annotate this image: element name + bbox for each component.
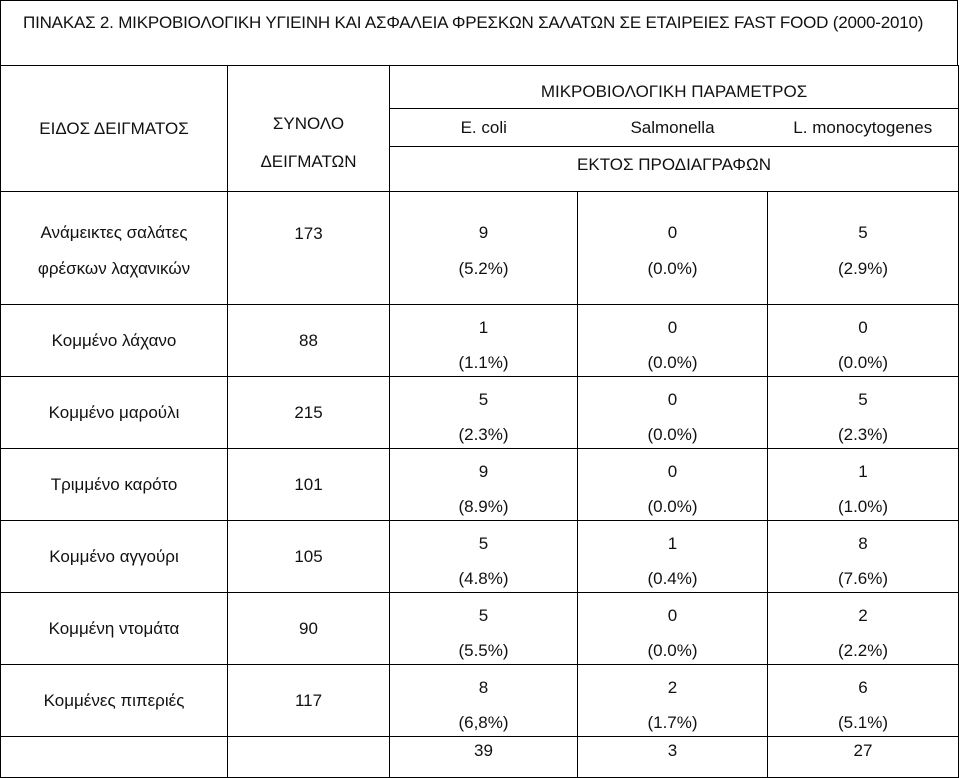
header-listeria-label: L. monocytogenes — [793, 117, 933, 137]
header-listeria — [768, 109, 959, 147]
sample-name-cell — [1, 305, 228, 377]
sample-name: Κομμένη ντομάτα — [48, 618, 180, 638]
listeria-count: 1 — [858, 462, 868, 481]
header-out-of-spec — [390, 147, 959, 192]
salmonella-pct: (0.0%) — [647, 497, 698, 516]
header-ecoli — [390, 109, 578, 147]
sample-name-line1: Ανάμεικτες σαλάτες — [40, 223, 188, 242]
table-row — [1, 192, 959, 305]
total-value: 101 — [294, 474, 323, 494]
table-row — [1, 665, 959, 737]
salmonella-pct: (0.0%) — [647, 425, 698, 444]
header-salmonella — [578, 109, 768, 147]
ecoli-cell — [390, 593, 578, 665]
sample-name-cell — [1, 192, 228, 305]
totals-salmonella-cell — [578, 737, 768, 778]
total-value: 173 — [294, 224, 323, 243]
ecoli-cell — [390, 521, 578, 593]
salmonella-pct: (1.7%) — [647, 713, 698, 732]
total-cell — [228, 593, 390, 665]
listeria-pct: (1.0%) — [837, 497, 889, 516]
ecoli-count: 5 — [478, 390, 489, 409]
salmonella-count: 2 — [667, 678, 678, 697]
listeria-pct: (7.6%) — [837, 569, 889, 588]
salmonella-count: 0 — [667, 462, 678, 481]
ecoli-cell — [390, 449, 578, 521]
listeria-count: 8 — [858, 534, 868, 553]
ecoli-pct: (8.9%) — [458, 497, 509, 516]
ecoli-count: 5 — [478, 534, 489, 553]
totals-listeria-cell — [768, 737, 959, 778]
listeria-pct: (2.2%) — [837, 641, 889, 660]
table-title: ΠΙΝΑΚΑΣ 2. ΜΙΚΡΟΒΙΟΛΟΓΙΚΗ ΥΓΙΕΙΝΗ ΚΑΙ ΑΣΦΑΛΕΙΑ ΦΡΕΣΚΩΝ ΣΑΛΑΤΩΝ ΣΕ ΕΤΑΙΡΕΙΕΣ FAST FOOD (2000-2010) — [23, 13, 924, 32]
header-parameter-group — [390, 66, 959, 109]
ecoli-pct: (5.5%) — [458, 641, 509, 660]
salmonella-count: 1 — [667, 534, 678, 553]
sample-name: Κομμένο μαρούλι — [48, 402, 180, 422]
header-total-line1: ΣΥΝΟΛΟ — [272, 114, 345, 133]
salmonella-cell — [578, 192, 768, 305]
salmonella-cell — [578, 305, 768, 377]
total-value: 105 — [294, 546, 323, 566]
salmonella-cell — [578, 449, 768, 521]
header-sample-type-label: ΕΙΔΟΣ ΔΕΙΓΜΑΤΟΣ — [39, 118, 189, 138]
table-row — [1, 305, 959, 377]
salmonella-count: 0 — [667, 390, 678, 409]
total-value: 90 — [299, 618, 318, 638]
sample-name-cell — [1, 449, 228, 521]
header-sample-type — [1, 66, 228, 192]
header-total-line2: ΔΕΙΓΜΑΤΩΝ — [260, 152, 357, 171]
salmonella-count: 0 — [667, 223, 678, 242]
listeria-count: 2 — [858, 606, 868, 625]
listeria-cell — [768, 377, 959, 449]
ecoli-pct: (2.3%) — [458, 425, 509, 444]
table-title-bar — [0, 0, 958, 66]
ecoli-cell — [390, 192, 578, 305]
sample-name-cell — [1, 665, 228, 737]
salmonella-cell — [578, 521, 768, 593]
header-out-of-spec-label: ΕΚΤΟΣ ΠΡΟΔΙΑΓΡΑΦΩΝ — [577, 155, 771, 174]
total-cell — [228, 665, 390, 737]
listeria-pct: (5.1%) — [837, 713, 889, 732]
listeria-cell — [768, 305, 959, 377]
salmonella-count: 0 — [667, 606, 678, 625]
totals-total-cell — [228, 737, 390, 778]
total-cell — [228, 192, 390, 305]
salmonella-pct: (0.0%) — [647, 641, 698, 660]
salmonella-cell — [578, 593, 768, 665]
totals-row — [1, 737, 959, 778]
ecoli-pct: (5.2%) — [458, 259, 509, 278]
listeria-count: 0 — [858, 318, 868, 337]
ecoli-cell — [390, 665, 578, 737]
table-row — [1, 377, 959, 449]
table-row — [1, 593, 959, 665]
ecoli-pct: (6,8%) — [458, 713, 509, 732]
sample-name-line2: φρέσκων λαχανικών — [37, 259, 191, 278]
ecoli-cell — [390, 305, 578, 377]
sample-name: Τριμμένο καρότο — [50, 474, 178, 494]
ecoli-count: 5 — [478, 606, 489, 625]
salmonella-pct: (0.0%) — [647, 353, 698, 372]
listeria-pct: (0.0%) — [837, 353, 889, 372]
listeria-cell — [768, 665, 959, 737]
totals-listeria: 27 — [853, 741, 873, 760]
listeria-count: 6 — [858, 678, 868, 697]
sample-name-cell — [1, 377, 228, 449]
total-cell — [228, 305, 390, 377]
ecoli-cell — [390, 377, 578, 449]
listeria-cell — [768, 449, 959, 521]
ecoli-count: 1 — [478, 318, 489, 337]
table-row — [1, 449, 959, 521]
totals-ecoli: 39 — [474, 741, 493, 760]
microbiology-table — [0, 65, 959, 778]
listeria-count: 5 — [858, 390, 868, 409]
ecoli-count: 9 — [478, 223, 489, 242]
header-total-samples — [228, 66, 390, 192]
sample-name: Κομμένο λάχανο — [51, 330, 177, 350]
salmonella-cell — [578, 665, 768, 737]
header-parameter-group-label: ΜΙΚΡΟΒΙΟΛΟΓΙΚΗ ΠΑΡΑΜΕΤΡΟΣ — [540, 82, 808, 101]
listeria-cell — [768, 593, 959, 665]
listeria-pct: (2.3%) — [837, 425, 889, 444]
sample-name-cell — [1, 593, 228, 665]
totals-ecoli-cell — [390, 737, 578, 778]
salmonella-pct: (0.4%) — [647, 569, 698, 588]
totals-name-cell — [1, 737, 228, 778]
total-cell — [228, 377, 390, 449]
sample-name-cell — [1, 521, 228, 593]
listeria-cell — [768, 192, 959, 305]
header-ecoli-label: E. coli — [460, 117, 507, 137]
salmonella-count: 0 — [667, 318, 678, 337]
listeria-pct: (2.9%) — [837, 259, 889, 278]
ecoli-pct: (4.8%) — [458, 569, 509, 588]
total-cell — [228, 449, 390, 521]
ecoli-count: 8 — [478, 678, 489, 697]
total-cell — [228, 521, 390, 593]
listeria-cell — [768, 521, 959, 593]
sample-name: Κομμένο αγγούρι — [49, 546, 179, 566]
total-value: 117 — [294, 690, 323, 710]
salmonella-cell — [578, 377, 768, 449]
salmonella-pct: (0.0%) — [647, 259, 698, 278]
ecoli-pct: (1.1%) — [458, 353, 509, 372]
table-row — [1, 521, 959, 593]
total-value: 215 — [294, 402, 323, 422]
total-value: 88 — [299, 330, 318, 350]
header-salmonella-label: Salmonella — [630, 117, 715, 137]
sample-name: Κομμένες πιπεριές — [43, 690, 185, 710]
listeria-count: 5 — [858, 223, 868, 242]
totals-salmonella: 3 — [667, 741, 678, 760]
ecoli-count: 9 — [478, 462, 489, 481]
